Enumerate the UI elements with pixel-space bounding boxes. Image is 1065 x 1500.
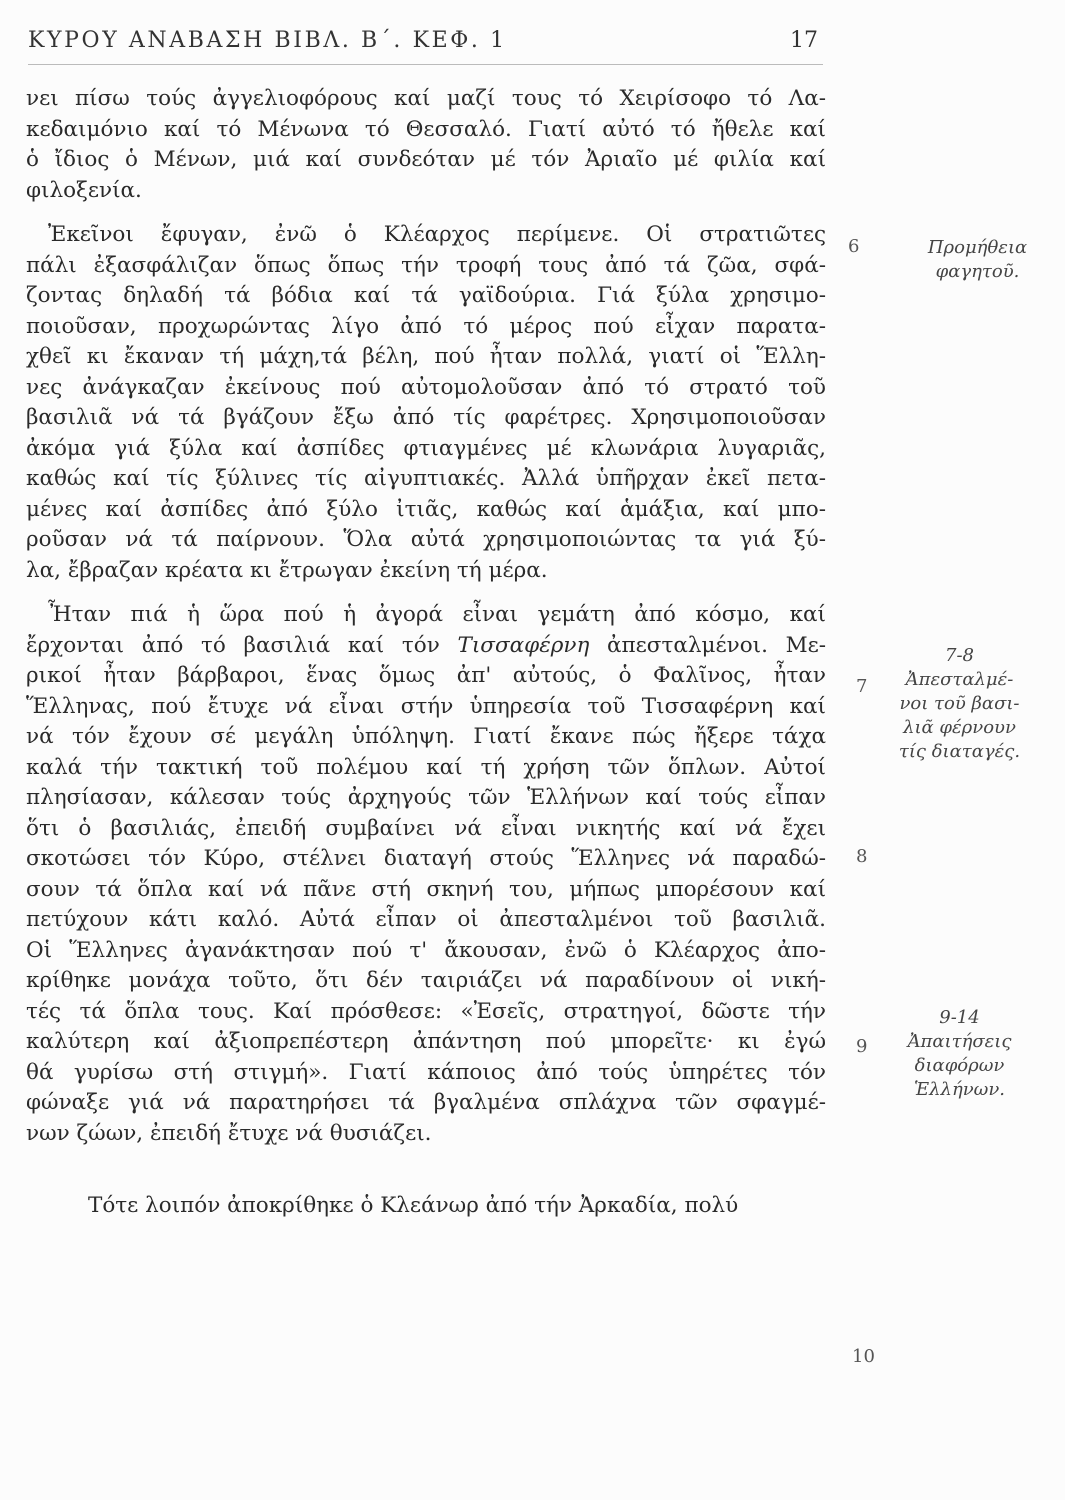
text-line: τές τά ὅπλα τους. Καί πρόσθεσε: «Ἐσεῖς, στρατηγοί, δῶστε τήν	[26, 998, 826, 1024]
paragraph	[26, 84, 826, 206]
text-line: Ἦταν πιά ἡ ὥρα πού ἡ ἀγορά εἶναι γεμάτη ἀπό κόσμο, καί	[48, 602, 826, 627]
text-line: καλά τήν τακτική τοῦ πολέμου καί τή χρήση τῶν ὅπλων. Αὐτοί	[26, 754, 826, 780]
text-line: φιλοξενία.	[26, 177, 142, 203]
body-text	[26, 84, 826, 1236]
text-line: νά τόν ἔχουν σέ μεγάλη ὑπόληψη. Γιατί ἔκανε πώς ἤξερε τάχα	[26, 724, 826, 749]
margin-note-line: Ἑλλήνων.	[913, 1079, 1006, 1100]
text-line: Ἕλληνας, πού ἔτυχε νά εἶναι στήν ὑπηρεσία τοῦ Τισσαφέρνη καί	[26, 693, 826, 719]
italic-name: Τισσαφέρνη	[457, 632, 590, 658]
margin-note	[862, 644, 1057, 764]
text-line	[26, 631, 826, 662]
margin-note-line: διαφόρων	[914, 1055, 1005, 1076]
text-line: Τότε λοιπόν ἀποκρίθηκε ὁ Κλεάνωρ ἀπό τήν Ἀρκαδία, πολύ	[88, 1193, 739, 1218]
text-line-end: ἀπεσταλμένοι. Με-	[589, 632, 826, 658]
text-line: ζοντας δηλαδή τά βόδια καί τά γαϊδούρια. Γιά ξύλα χρησιμο-	[26, 283, 826, 308]
paragraph	[26, 600, 826, 1149]
text-line: καλύτερη καί ἀξιοπρεπέστερη ἀπάντηση πού μπορεῖτε· κι ἐγώ	[26, 1029, 826, 1054]
text-line: σκοτώσει τόν Κύρο, στέλνει διαταγή στούς Ἕλληνες νά παραδώ-	[26, 846, 826, 871]
text-line: μένες καί ἀσπίδες ἀπό ξύλο ἰτιᾶς, καθώς καί ἁμάξια, καί μπο-	[26, 496, 826, 522]
text-line: νων ζώων, ἐπειδή ἔτυχε νά θυσιάζει.	[26, 1120, 432, 1146]
text-line: Οἱ Ἕλληνες ἀγανάκτησαν πού τ' ἄκουσαν, ἐνῶ ὁ Κλέαρχος ἀπο-	[26, 937, 826, 963]
section-number: 9	[856, 1036, 868, 1057]
text-line: ρικοί ἦταν βάρβαροι, ἕνας ὅμως ἀπ' αὐτούς, ὁ Φαλῖνος, ἦταν	[26, 663, 826, 688]
page-number: 17	[790, 28, 818, 53]
margin-note-line: τίς διαταγές.	[898, 741, 1021, 762]
margin-note	[862, 1006, 1057, 1102]
margin-note-line: Ἀπεσταλμέ-	[905, 669, 1014, 690]
paragraph	[26, 1191, 826, 1222]
text-line: καθώς καί τίς ξύλινες τίς αἰγυπτιακές. Ἀλλά ὑπῆρχαν ἐκεῖ πετα-	[26, 466, 826, 491]
text-line: νες ἀνάγκαζαν ἐκείνους πού αὐτομολοῦσαν ἀπό τό στρατό τοῦ	[26, 374, 826, 400]
section-number: 10	[852, 1346, 875, 1367]
margin-note-line: φαγητοῦ.	[935, 261, 1020, 282]
text-line: νει πίσω τούς ἀγγελιοφόρους καί μαζί τους τό Χειρίσοφο τό Λα-	[26, 86, 826, 111]
text-line: σουν τά ὅπλα καί νά πᾶνε στή σκηνή του, μήπως μπορέσουν καί	[26, 876, 826, 902]
text-line: Ἐκεῖνοι ἔφυγαν, ἐνῶ ὁ Κλέαρχος περίμενε. Οἱ στρατιῶτες	[48, 222, 826, 247]
text-line: κρίθηκε μονάχα τοῦτο, ὅτι δέν ταιριάζει νά παραδίνουν οἱ νική-	[26, 968, 826, 993]
paragraph	[26, 220, 826, 586]
text-line: βασιλιᾶ νά τά βγάζουν ἔξω ἀπό τίς φαρέτρες. Χρησιμοποιοῦσαν	[26, 405, 826, 430]
running-header	[28, 28, 818, 53]
text-line: ὅτι ὁ βασιλιάς, ἐπειδή συμβαίνει νά εἶναι νικητής καί νά ἔχει	[26, 815, 826, 841]
text-line: χθεῖ κι ἔκαναν τή μάχη,τά βέλη, πού ἦταν πολλά, γιατί οἱ Ἕλλη-	[26, 344, 826, 369]
text-line: κεδαιμόνιο καί τό Μένωνα τό Θεσσαλό. Γιατί αὐτό τό ἤθελε καί	[26, 116, 826, 142]
text-line: ροῦσαν νά τά παίρνουν. Ὅλα αὐτά χρησιμοποιώντας τα γιά ξύ-	[26, 527, 826, 552]
header-rule	[28, 64, 823, 65]
text-line-start: ἔρχονται ἀπό τό βασιλιά καί τόν	[26, 632, 458, 658]
text-line: ὁ ἴδιος ὁ Μένων, μιά καί συνδεόταν μέ τόν Ἀριαῖο μέ φιλία καί	[26, 147, 826, 172]
section-number: 7	[856, 676, 868, 697]
margin-note	[880, 236, 1065, 284]
margin-note-line: Προμήθεια	[927, 237, 1028, 258]
margin-note-range: 7-8	[945, 645, 974, 666]
section-number: 6	[848, 236, 860, 257]
section-number: 8	[856, 846, 868, 867]
text-line: πλησίασαν, κάλεσαν τούς ἀρχηγούς τῶν Ἑλλήνων καί τούς εἶπαν	[26, 785, 826, 810]
text-line: λα, ἔβραζαν κρέατα κι ἔτρωγαν ἐκείνη τή μέρα.	[26, 557, 548, 583]
text-line: ἀκόμα γιά ξύλα καί ἀσπίδες φτιαγμένες μέ κλωνάρια λυγαριᾶς,	[26, 435, 826, 461]
margin-note-range: 9-14	[939, 1007, 980, 1028]
text-line: πάλι ἐξασφάλιζαν ὅπως ὅπως τήν τροφή τους ἀπό τά ζῶα, σφά-	[26, 252, 826, 278]
margin-note-line: Ἀπαιτήσεις	[907, 1031, 1012, 1052]
text-line: θά γυρίσω στή στιγμή». Γιατί κάποιος ἀπό τούς ὑπηρέτες τόν	[26, 1059, 826, 1085]
margin-note-line: νοι τοῦ βασι-	[899, 693, 1020, 714]
text-line: ποιοῦσαν, προχωρώντας λίγο ἀπό τό μέρος πού εἶχαν παρατα-	[26, 313, 826, 339]
running-title: ΚΥΡΟΥ ΑΝΑΒΑΣΗ ΒΙΒΛ. Β΄. ΚΕΦ. 1	[28, 28, 507, 53]
margin-note-line: λιᾶ φέρνουν	[903, 717, 1016, 738]
text-line: φώναξε γιά νά παρατηρήσει τά βγαλμένα σπλάχνα τῶν σφαγμέ-	[26, 1090, 826, 1115]
text-line: πετύχουν κάτι καλό. Αὐτά εἶπαν οἱ ἀπεσταλμένοι τοῦ βασιλιᾶ.	[26, 907, 826, 932]
